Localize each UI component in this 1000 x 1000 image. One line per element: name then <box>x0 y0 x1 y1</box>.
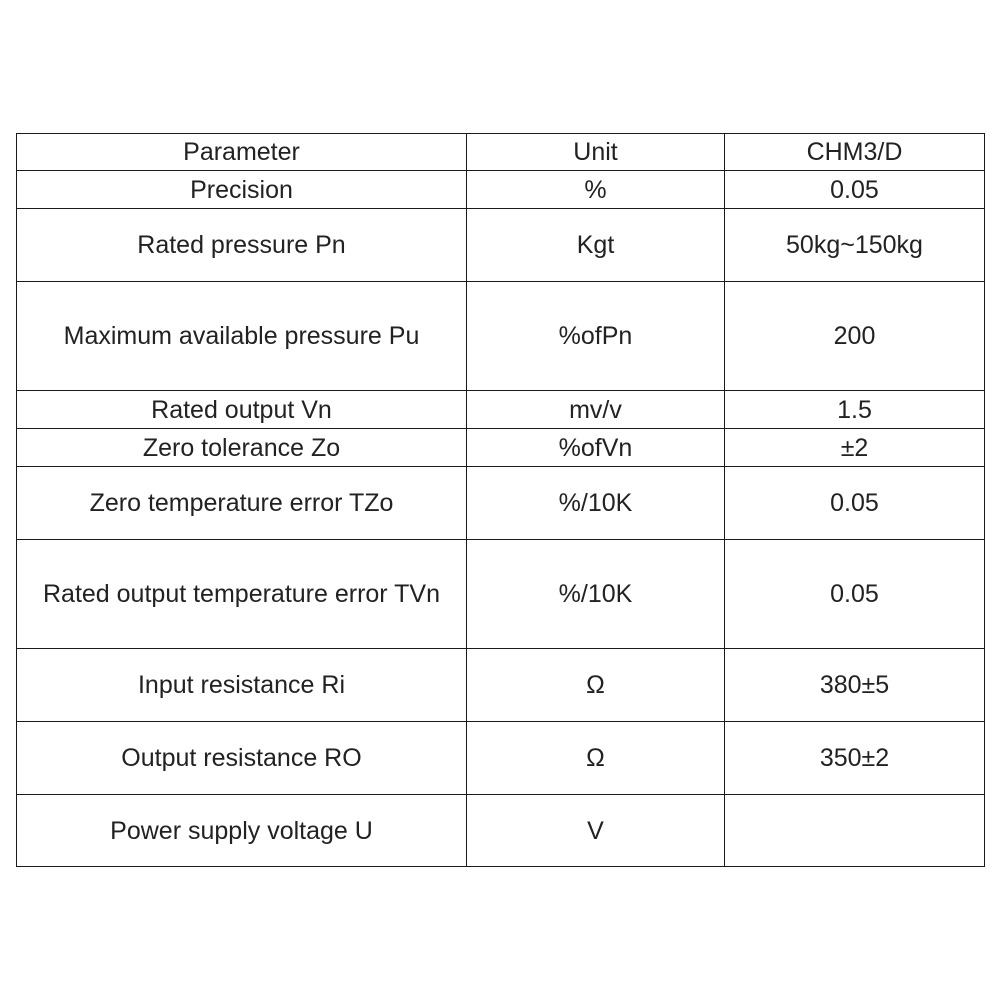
unit-cell: %/10K <box>467 540 725 649</box>
table-row <box>17 795 985 867</box>
table-row <box>17 171 985 209</box>
parameter-cell: Precision <box>17 171 467 209</box>
table-row <box>17 540 985 649</box>
value-cell: 0.05 <box>725 171 985 209</box>
parameter-cell: Rated pressure Pn <box>17 209 467 282</box>
value-cell: 1.5 <box>725 391 985 429</box>
value-cell <box>725 795 985 867</box>
parameter-cell: Power supply voltage U <box>17 795 467 867</box>
value-cell: ±2 <box>725 429 985 467</box>
table-row <box>17 209 985 282</box>
spec-table <box>16 133 985 867</box>
header-unit: Unit <box>467 134 725 171</box>
parameter-cell: Output resistance RO <box>17 722 467 795</box>
table-row <box>17 391 985 429</box>
table-row <box>17 282 985 391</box>
value-cell: 380±5 <box>725 649 985 722</box>
parameter-cell: Rated output Vn <box>17 391 467 429</box>
unit-cell: Ω <box>467 649 725 722</box>
unit-cell: %/10K <box>467 467 725 540</box>
parameter-cell: Maximum available pressure Pu <box>17 282 467 391</box>
value-cell: 0.05 <box>725 467 985 540</box>
table-row <box>17 429 985 467</box>
unit-cell: V <box>467 795 725 867</box>
value-cell: 200 <box>725 282 985 391</box>
parameter-cell: Zero tolerance Zo <box>17 429 467 467</box>
header-model: CHM3/D <box>725 134 985 171</box>
value-cell: 50kg~150kg <box>725 209 985 282</box>
unit-cell: mv/v <box>467 391 725 429</box>
table-row <box>17 649 985 722</box>
value-cell: 350±2 <box>725 722 985 795</box>
unit-cell: %ofVn <box>467 429 725 467</box>
unit-cell: Ω <box>467 722 725 795</box>
table-row <box>17 467 985 540</box>
unit-cell: % <box>467 171 725 209</box>
parameter-cell: Rated output temperature error TVn <box>17 540 467 649</box>
header-parameter: Parameter <box>17 134 467 171</box>
unit-cell: Kgt <box>467 209 725 282</box>
table-row <box>17 722 985 795</box>
value-cell: 0.05 <box>725 540 985 649</box>
parameter-cell: Zero temperature error TZo <box>17 467 467 540</box>
unit-cell: %ofPn <box>467 282 725 391</box>
table-header-row <box>17 134 985 171</box>
parameter-cell: Input resistance Ri <box>17 649 467 722</box>
